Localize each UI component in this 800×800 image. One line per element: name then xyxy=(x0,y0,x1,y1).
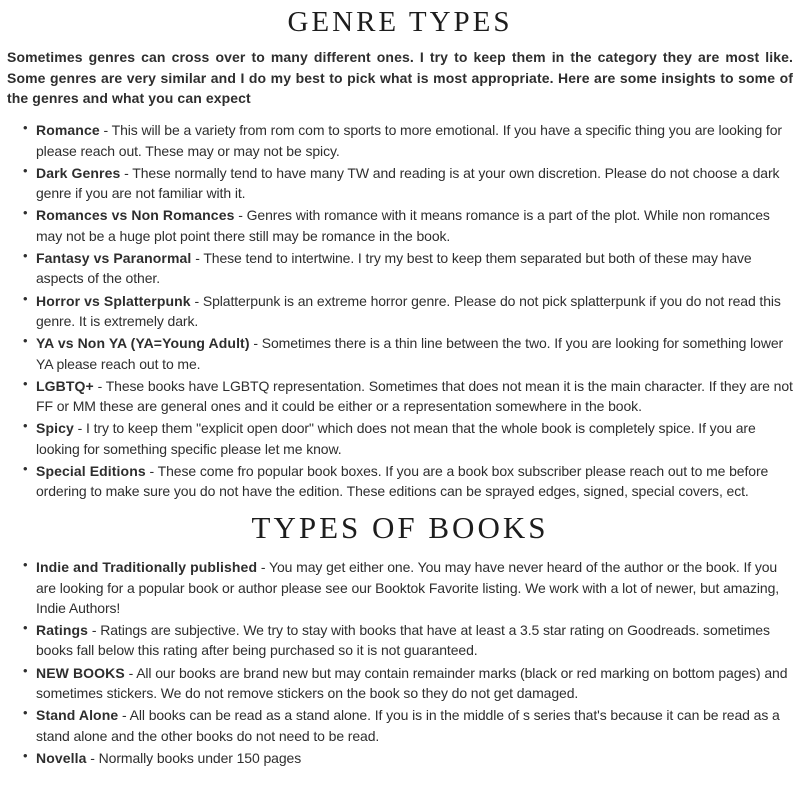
term-label: Horror vs Splatterpunk xyxy=(36,292,191,309)
section-types-of-books xyxy=(5,510,795,769)
list-item xyxy=(23,705,795,746)
bullet-icon: • xyxy=(23,162,28,178)
bullet-icon: • xyxy=(23,248,28,264)
item-description: Splatterpunk is an extreme horror genre. Please do not pick splatterpunk if you do not read this genre. It is extremely dark. xyxy=(36,292,781,329)
term-label: Novella xyxy=(36,749,87,766)
item-description: Genres with romance with it means romance is a part of the plot. While non romances may not be a huge plot point there still may be romance in the book. xyxy=(36,207,770,244)
list-item xyxy=(23,375,795,417)
item-description: These tend to intertwine. I try my best to keep them separated but both of these may have aspects of the other. xyxy=(36,250,752,287)
term-separator: - xyxy=(77,420,83,437)
term-separator: - xyxy=(124,164,129,181)
item-description: This will be a variety from rom com to sports to more emotional. If you have a specific thing you are looking for please reach out. These may or may not be spicy. xyxy=(36,122,782,159)
page-title: GENRE TYPES xyxy=(287,6,513,38)
item-description: I try to keep them "explicit open door" which does not mean that the whole book is completely spice. If you are looking for something specific please let me know. xyxy=(36,420,756,457)
bullet-icon: • xyxy=(23,705,28,721)
item-description: You may get either one. You may have never heard of the author or the book. If you are looking for a popular book or author please see our Booktok Favorite listing. We work with a lot of newer, but amazing, Indie Authors! xyxy=(36,559,780,616)
genre-list xyxy=(5,120,795,501)
term-label: Spicy xyxy=(36,420,74,437)
list-item xyxy=(23,120,795,161)
bullet-icon: • xyxy=(23,205,28,221)
term-label: Fantasy vs Paranormal xyxy=(36,250,192,267)
list-item xyxy=(23,620,795,661)
term-separator: - xyxy=(194,292,200,309)
intro-paragraph: Sometimes genres can cross over to many different ones. I try to keep them in the category they are most like. Some genres are very similar and I do my best to pick what is most appropriate. Here are some insights to some of the genres and what you can expect xyxy=(7,49,793,106)
item-description: All books can be read as a stand alone. If you is in the middle of s series that's because it can be read as a stand alone and the other books do not need to be read. xyxy=(36,707,780,744)
term-label: LGBTQ+ xyxy=(36,377,94,394)
term-separator: - xyxy=(128,664,134,681)
list-item xyxy=(23,248,795,289)
term-separator: - xyxy=(103,122,109,139)
bullet-icon: • xyxy=(23,418,28,434)
term-separator: - xyxy=(260,559,266,576)
term-label: Special Editions xyxy=(36,462,146,479)
bullet-icon: • xyxy=(23,460,28,476)
section-title-types-of-books: TYPES OF BOOKS xyxy=(251,509,549,545)
list-item xyxy=(23,747,795,768)
term-label: Stand Alone xyxy=(36,707,119,724)
bullet-icon: • xyxy=(23,290,28,306)
bullet-icon: • xyxy=(23,557,28,573)
term-label: Indie and Traditionally published xyxy=(36,559,258,576)
term-label: YA vs Non YA (YA=Young Adult) xyxy=(36,335,250,352)
term-separator: - xyxy=(97,377,103,394)
term-separator: - xyxy=(90,749,95,766)
term-separator: - xyxy=(149,462,155,479)
term-label: Romances vs Non Romances xyxy=(36,207,235,224)
bullet-icon: • xyxy=(23,620,28,636)
list-item xyxy=(23,162,795,204)
term-label: NEW BOOKS xyxy=(36,664,125,681)
item-description: Ratings are subjective. We try to stay with books that have at least a 3.5 star rating on Goodreads. sometimes books fall below this rating after being purchased so it is not guaranteed. xyxy=(36,622,770,659)
book-type-list xyxy=(5,557,795,768)
item-description: Sometimes there is a thin line between the two. If you are looking for something lower YA please reach out to me. xyxy=(36,335,784,372)
list-item xyxy=(23,662,795,704)
term-separator: - xyxy=(122,707,127,724)
bullet-icon: • xyxy=(23,333,28,349)
item-description: These come fro popular book boxes. If you are a book box subscriber please reach out to me before ordering to make sure you do not have the edition. These editions can be sprayed edges, signed, special covers, ect. xyxy=(36,462,769,500)
list-item xyxy=(23,460,795,502)
section-genre-types xyxy=(5,6,795,502)
list-item xyxy=(23,557,795,618)
list-item xyxy=(23,290,795,332)
term-separator: - xyxy=(238,207,243,224)
bullet-icon: • xyxy=(23,747,28,763)
term-separator: - xyxy=(253,335,258,352)
bullet-icon: • xyxy=(23,120,28,136)
term-label: Romance xyxy=(36,122,100,139)
bullet-icon: • xyxy=(23,375,28,391)
term-separator: - xyxy=(91,622,97,639)
term-label: Dark Genres xyxy=(36,164,121,181)
term-label: Ratings xyxy=(36,622,89,639)
item-description: These books have LGBTQ representation. Sometimes that does not mean it is the main character. If they are not FF or MM these are general ones and it could be either or a representation somewhere in the book. xyxy=(36,377,793,415)
item-description: All our books are brand new but may contain remainder marks (black or red marking on bottom pages) and sometimes stickers. We do not remove stickers on the book so they do not get damaged. xyxy=(36,664,788,701)
term-separator: - xyxy=(195,250,200,267)
list-item xyxy=(23,205,795,246)
item-description: These normally tend to have many TW and reading is at your own discretion. Please do not choose a dark genre if you are not familiar with it. xyxy=(36,164,780,202)
list-item xyxy=(23,333,795,374)
item-description: Normally books under 150 pages xyxy=(98,749,302,766)
bullet-icon: • xyxy=(23,662,28,678)
list-item xyxy=(23,418,795,459)
